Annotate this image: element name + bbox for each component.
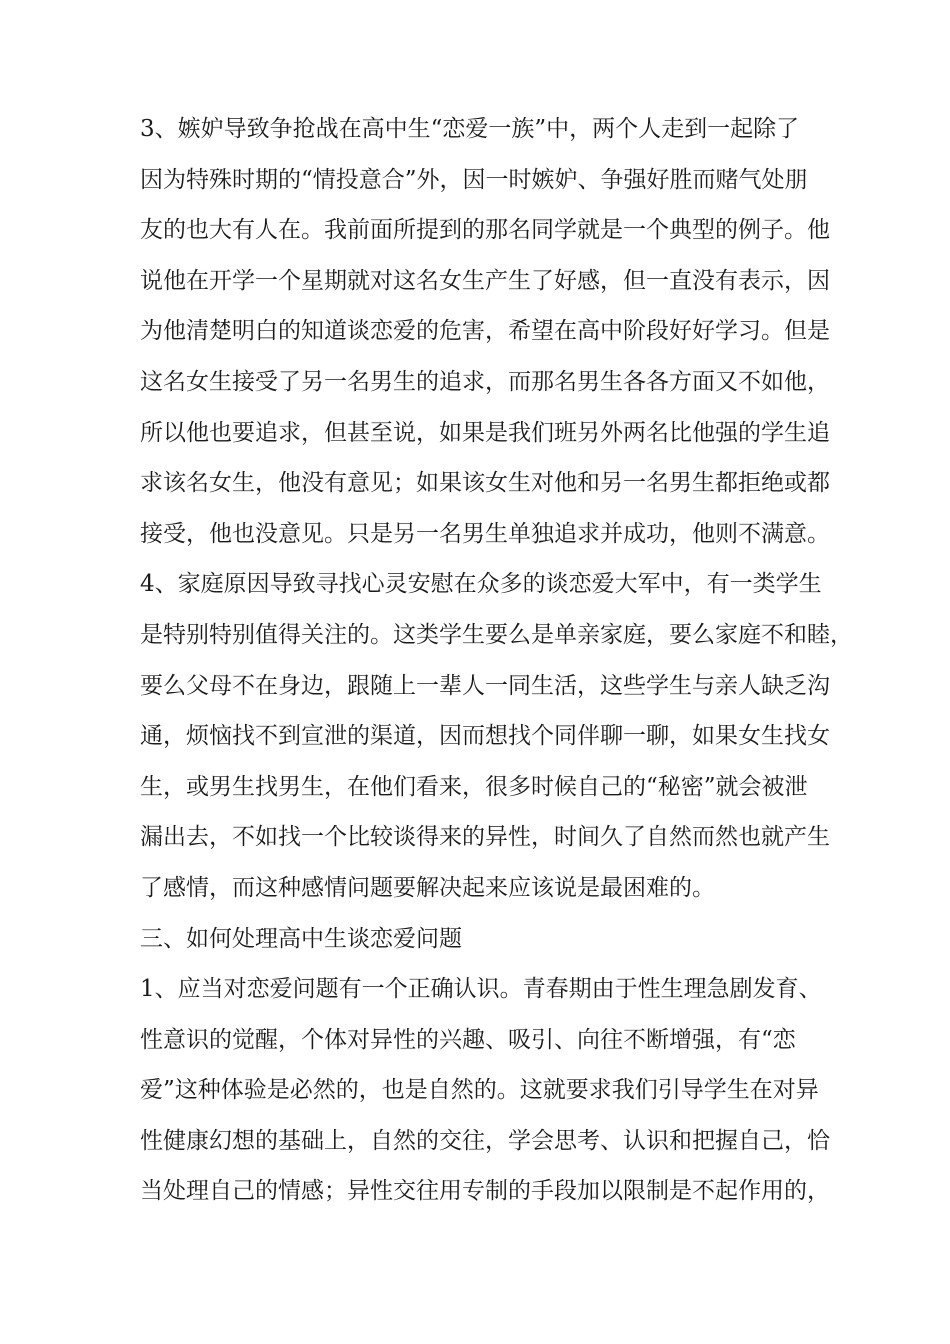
body-text bbox=[140, 109, 853, 1222]
text-line-9: 接受，他也没意见。只是另一名男生单独追求并成功，他则不满意。 bbox=[140, 520, 830, 547]
text-line-6: 这名女生接受了另一名男生的追求，而那名男生各各方面又不如他， bbox=[140, 368, 830, 395]
text-line-3: 友的也大有人在。我前面所提到的那名同学就是一个典型的例子。他 bbox=[140, 217, 830, 244]
text-line-10: 4、家庭原因导致寻找心灵安慰在众多的谈恋爱大军中，有一类学生 bbox=[140, 571, 822, 598]
text-line-12: 要么父母不在身边，跟随上一辈人一同生活，这些学生与亲人缺乏沟 bbox=[140, 672, 830, 699]
text-line-14: 生，或男生找男生，在他们看来，很多时候自己的“秘密”就会被泄 bbox=[140, 773, 808, 800]
text-line-21: 性健康幻想的基础上，自然的交往，学会思考、认识和把握自己，恰 bbox=[140, 1127, 830, 1154]
text-line-19: 性意识的觉醒，个体对异性的兴趣、吸引、向往不断增强，有“恋 bbox=[140, 1026, 796, 1053]
text-line-11: 是特别特别值得关注的。这类学生要么是单亲家庭，要么家庭不和睦， bbox=[140, 621, 853, 648]
text-line-22: 当处理自己的情感；异性交往用专制的手段加以限制是不起作用的， bbox=[140, 1178, 830, 1205]
text-line-16: 了感情，而这种感情问题要解决起来应该说是最困难的。 bbox=[140, 874, 715, 901]
text-line-18: 1、应当对恋爱问题有一个正确认识。青春期由于性生理急剧发育、 bbox=[140, 976, 822, 1003]
text-line-8: 求该名女生，他没有意见；如果该女生对他和另一名男生都拒绝或都 bbox=[140, 470, 830, 497]
text-line-13: 通，烦恼找不到宣泄的渠道，因而想找个同伴聊一聊，如果女生找女 bbox=[140, 723, 830, 750]
text-line-1: 3、嫉妒导致争抢战在高中生“恋爱一族”中，两个人走到一起除了 bbox=[140, 116, 800, 142]
text-line-5: 为他清楚明白的知道谈恋爱的危害，希望在高中阶段好好学习。但是 bbox=[140, 318, 830, 345]
text-line-20: 爱”这种体验是必然的，也是自然的。这就要求我们引导学生在对异 bbox=[140, 1077, 819, 1104]
section-heading: 三、如何处理高中生谈恋爱问题 bbox=[140, 925, 462, 952]
text-line-2: 因为特殊时期的“情投意合”外，因一时嫉妒、争强好胜而赌气处朋 bbox=[140, 166, 808, 193]
text-line-15: 漏出去，不如找一个比较谈得来的异性，时间久了自然而然也就产生 bbox=[140, 824, 830, 851]
text-line-4: 说他在开学一个星期就对这名女生产生了好感，但一直没有表示，因 bbox=[140, 267, 830, 294]
text-line-7: 所以他也要追求，但甚至说，如果是我们班另外两名比他强的学生追 bbox=[140, 419, 830, 446]
